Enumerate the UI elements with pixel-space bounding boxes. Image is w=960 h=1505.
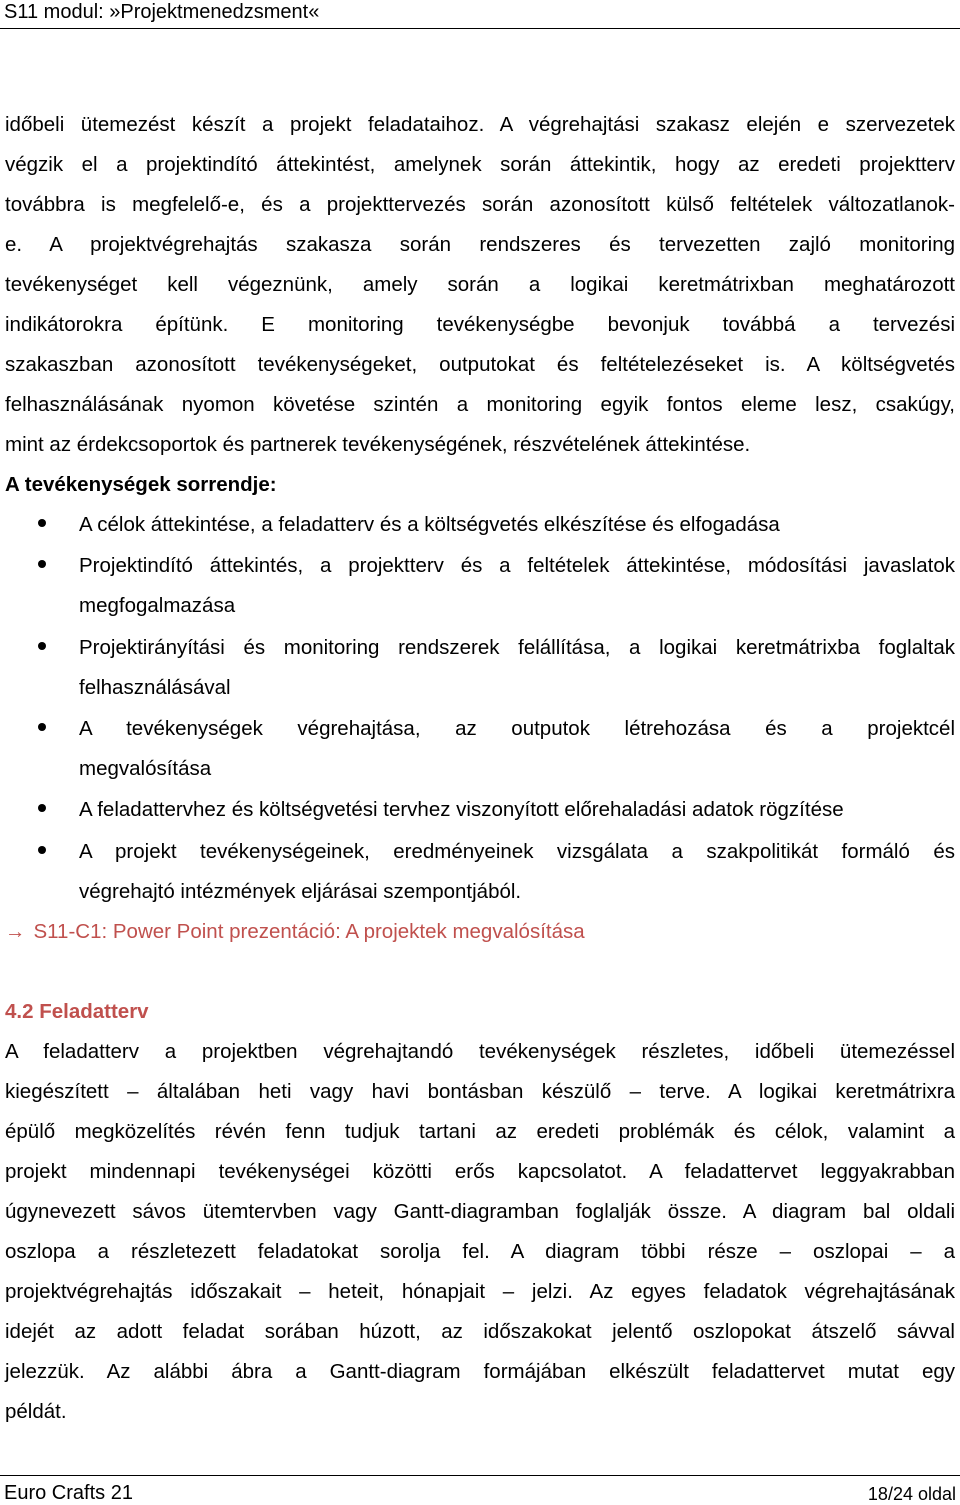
reference-text: S11-C1: Power Point prezentáció: A projektek megvalósítása [33, 920, 585, 943]
list-item-text: A tevékenységek végrehajtása, az outputok létrehozása és a projektcél [79, 717, 955, 740]
bullet-icon [38, 846, 46, 854]
list-item-text: megfogalmazása [79, 594, 236, 617]
paragraph-line: úgynevezett sávos ütemtervben vagy Gantt-diagramban foglalják össze. A diagram bal oldali [5, 1200, 955, 1223]
footer-divider [0, 1475, 960, 1476]
paragraph-line: felhasználásának nyomon követése szintén a monitoring egyik fontos eleme lesz, csakúgy, [5, 393, 955, 416]
list-item-text: A célok áttekintése, a feladatterv és a költségvetés elkészítése és elfogadása [79, 513, 780, 536]
section-number: 4.2 [5, 1000, 34, 1023]
arrow-right-icon: → [5, 920, 26, 943]
section-heading [5, 1000, 955, 1024]
footer-left-text: Euro Crafts 21 [4, 1482, 133, 1504]
paragraph-line: szakaszban azonosított tevékenységeket, outputokat és feltételezéseket is. A költségvetés [5, 353, 955, 376]
bullet-icon [38, 560, 46, 568]
paragraph-line: végzik el a projektindító áttekintést, amelynek során áttekintik, hogy az eredeti projektterv [5, 153, 955, 176]
bullet-icon [38, 519, 46, 527]
list-item-text: Projektindító áttekintés, a projektterv és a feltételek áttekintése, módosítási javaslatok [79, 554, 955, 577]
paragraph-line: mint az érdekcsoportok és partnerek tevékenységének, részvételének áttekintése. [5, 433, 751, 456]
paragraph-line: projekt mindennapi tevékenységei közötti erős kapcsolatot. A feladattervet leggyakrabban [5, 1160, 955, 1183]
paragraph-line: példát. [5, 1400, 67, 1423]
list-item-text: A projekt tevékenységeinek, eredményeinek vizsgálata a szakpolitikát formáló és [79, 840, 955, 863]
paragraph-line: tevékenységet kell végeznünk, amely során a logikai keretmátrixban meghatározott [5, 273, 955, 296]
paragraph-line: időbeli ütemezést készít a projekt feladataihoz. A végrehajtási szakasz elején e szervezetek [5, 113, 955, 136]
bullet-icon [38, 723, 46, 731]
header-divider [0, 28, 960, 29]
reference-link[interactable] [5, 920, 955, 944]
page-header-title: S11 modul: »Projektmenedzsment« [4, 1, 320, 23]
paragraph-line: épülő megközelítés révén fenn tudjuk tartani az eredeti problémák és célok, valamint a [5, 1120, 955, 1143]
paragraph-line: továbbra is megfelelő-e, és a projekttervezés során azonosított külső feltételek változatlanok- [5, 193, 955, 216]
bullet-icon [38, 642, 46, 650]
list-item-text: Projektirányítási és monitoring rendszerek felállítása, a logikai keretmátrixba foglaltak [79, 636, 955, 659]
paragraph-line: projektvégrehajtás időszakait – heteit, hónapjait – jelzi. Az egyes feladatok végrehajtásának [5, 1280, 955, 1303]
list-item-text: megvalósítása [79, 757, 212, 780]
list-item-text: A feladattervhez és költségvetési tervhez viszonyított előrehaladási adatok rögzítése [79, 798, 844, 821]
list-item-text: végrehajtó intézmények eljárásai szempontjából. [79, 880, 522, 903]
paragraph-line: e. A projektvégrehajtás szakasza során rendszeres és tervezetten zajló monitoring [5, 233, 955, 256]
bullet-icon [38, 804, 46, 812]
paragraph-line: jelezzük. Az alábbi ábra a Gantt-diagram formájában elkészült feladattervet mutat egy [5, 1360, 955, 1383]
paragraph-line: idejét az adott feladat sorában húzott, az időszakokat jelentő oszlopokat átszelő sávval [5, 1320, 955, 1343]
paragraph-line: oszlopa a részletezett feladatokat sorolja fel. A diagram többi része – oszlopai – a [5, 1240, 955, 1263]
paragraph-line: kiegészített – általában heti vagy havi bontásban készülő – terve. A logikai keretmátrixra [5, 1080, 955, 1103]
paragraph-line: indikátorokra építünk. E monitoring tevékenységbe bevonjuk továbbá a tervezési [5, 313, 955, 336]
section-title: Feladatterv [39, 1000, 149, 1023]
paragraph-line: A feladatterv a projektben végrehajtandó tevékenységek részletes, időbeli ütemezéssel [5, 1040, 955, 1063]
activities-heading: A tevékenységek sorrendje: [5, 473, 277, 496]
list-item-text: felhasználásával [79, 676, 231, 699]
page-number: 18/24 oldal [867, 1484, 956, 1504]
